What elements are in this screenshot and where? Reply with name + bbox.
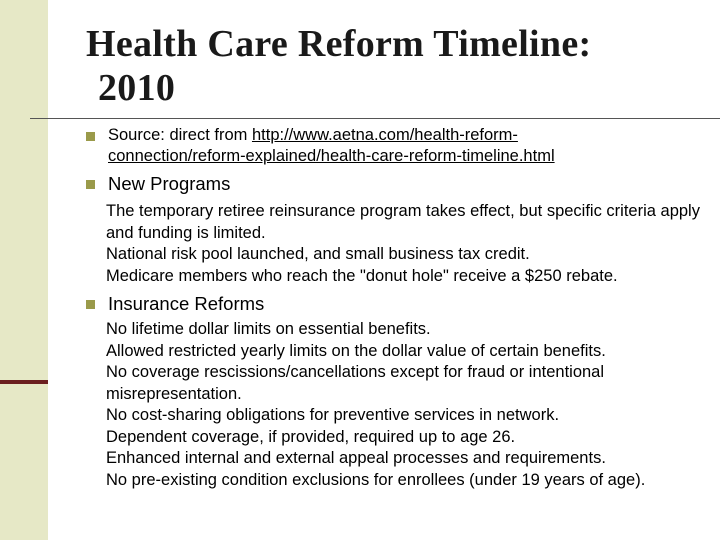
new-programs-list	[84, 201, 709, 287]
new-programs-heading	[84, 172, 709, 195]
list-item: No pre-existing condition exclusions for enrollees (under 19 years of age).	[106, 470, 646, 489]
list-item: No coverage rescissions/cancellations except for fraud or intentional misrepresentation.	[106, 363, 605, 403]
list-item: No cost-sharing obligations for preventive services in network.	[106, 406, 560, 424]
bullet-square-icon	[86, 132, 95, 141]
side-band	[0, 0, 48, 540]
title-rule	[30, 118, 720, 119]
title-line-1: Health Care Reform Timeline:	[86, 23, 592, 65]
insurance-reforms-list	[84, 319, 709, 491]
new-programs-heading-text: New Programs	[108, 173, 231, 194]
title-line-2: 2010	[98, 67, 176, 109]
source-prefix: Source: direct from	[108, 126, 252, 144]
slide-title	[86, 22, 591, 110]
list-item: Dependent coverage, if provided, required up to age 26.	[106, 427, 516, 446]
slide-content	[84, 125, 709, 491]
source-link-line-1: http://www.aetna.com/health-reform-	[251, 126, 518, 144]
accent-bar	[0, 380, 48, 384]
list-item: Medicare members who reach the "donut hole" receive a $250 rebate.	[106, 266, 618, 285]
bullet-square-icon	[86, 300, 95, 309]
insurance-reforms-heading	[84, 292, 709, 315]
list-item: Allowed restricted yearly limits on the dollar value of certain benefits.	[106, 341, 606, 360]
bullet-square-icon	[86, 180, 95, 189]
list-item: National risk pool launched, and small business tax credit.	[106, 245, 530, 263]
list-item: Enhanced internal and external appeal processes and requirements.	[106, 449, 606, 467]
insurance-reforms-heading-text: Insurance Reforms	[108, 293, 265, 314]
list-item: The temporary retiree reinsurance program takes effect, but specific criteria apply and funding is limited.	[106, 202, 700, 242]
source-link-line-2: connection/reform-explained/health-care-reform-timeline.html	[108, 147, 555, 165]
source-bullet	[84, 125, 709, 167]
list-item: No lifetime dollar limits on essential benefits.	[106, 320, 431, 338]
